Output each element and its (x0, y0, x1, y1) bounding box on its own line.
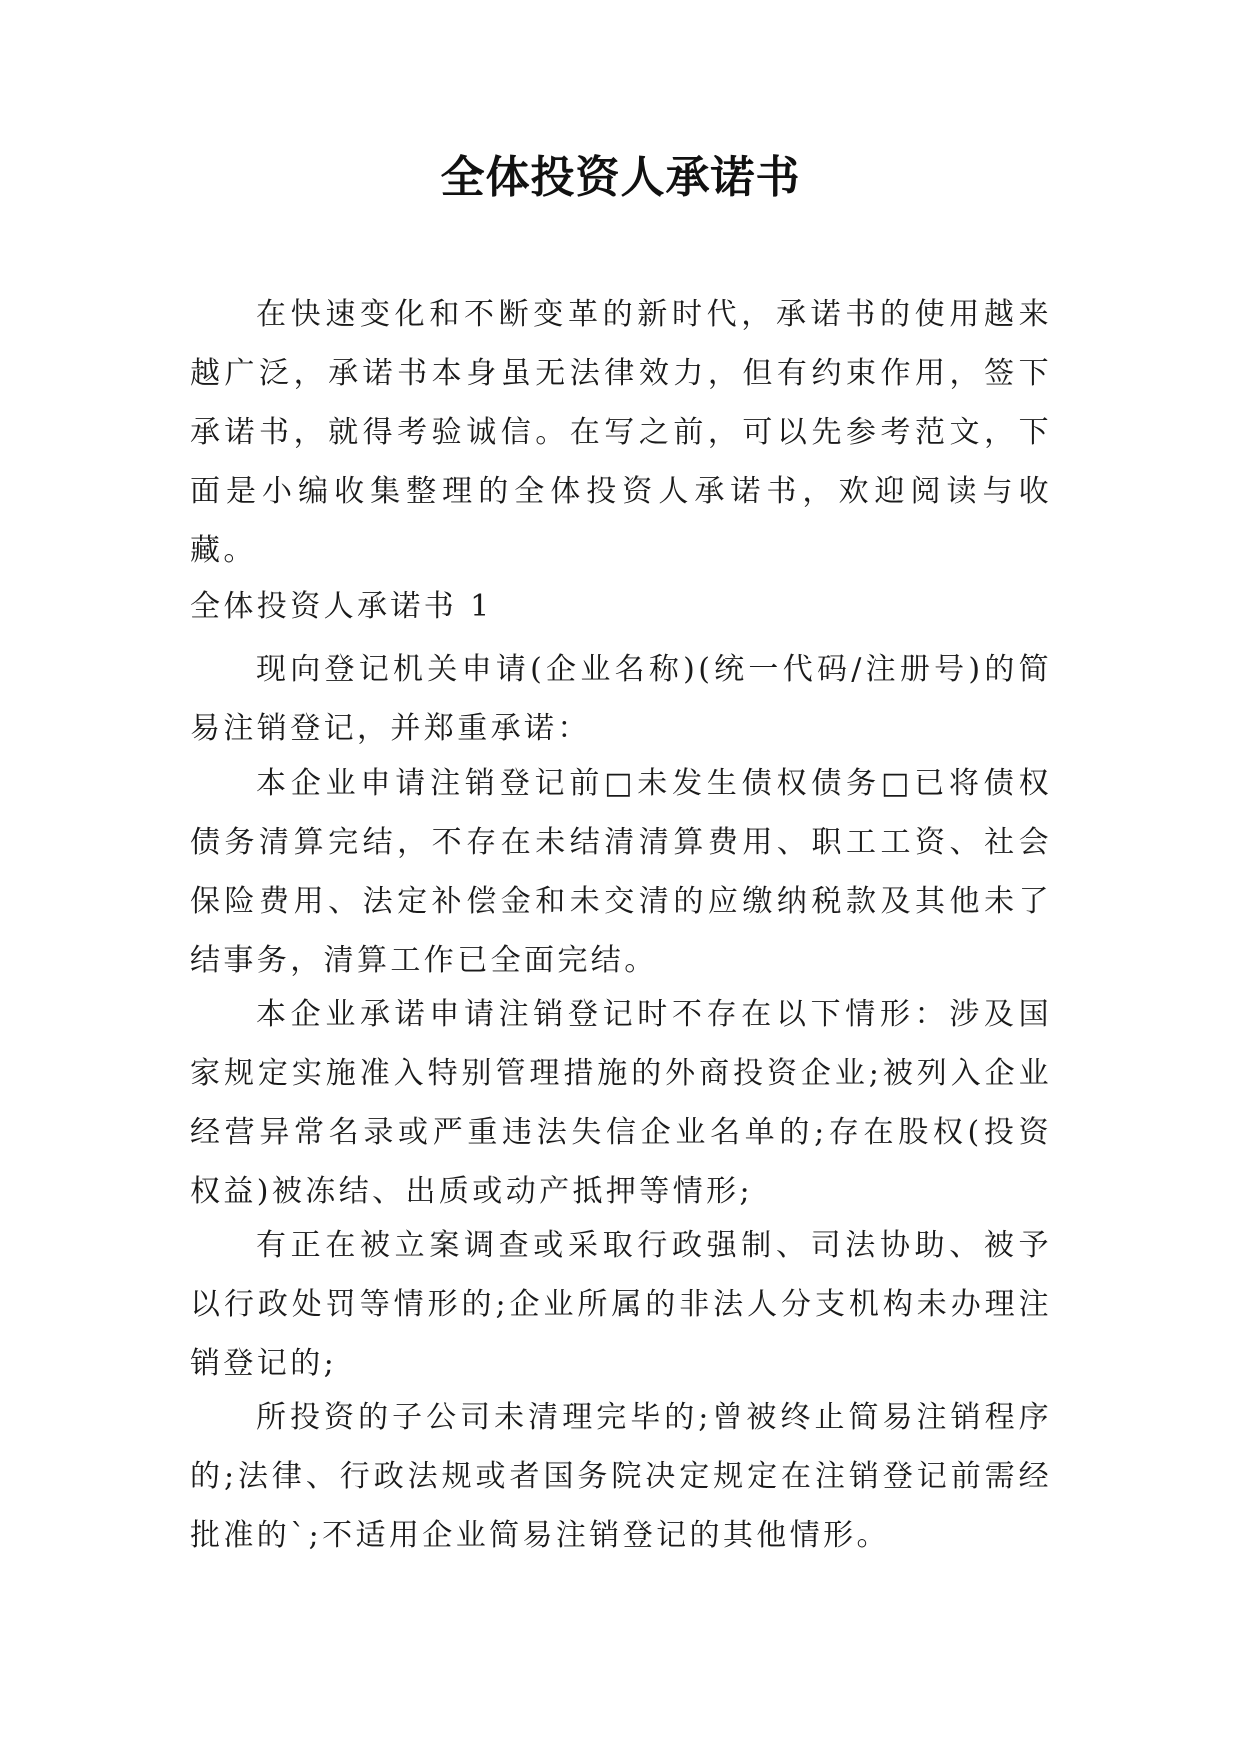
commitment-paragraph-5: 所投资的子公司未清理完毕的;曾被终止简易注销程序的;法律、行政法规或者国务院决定规定在注销登记前需经批准的`;不适用企业简易注销登记的其他情形。 (190, 1400, 1052, 1553)
commitment-paragraph-2: 本企业申请注销登记前□未发生债权债务□已将债权债务清算完结，不存在未结清清算费用、职工工资、社会保险费用、法定补偿金和未交清的应缴纳税款及其他未了结事务，清算工作已全面完结。 (190, 766, 1052, 978)
section-heading: 全体投资人承诺书 1 (190, 589, 493, 624)
document-title: 全体投资人承诺书 (440, 152, 801, 203)
commitment-paragraph-3: 本企业承诺申请注销登记时不存在以下情形：涉及国家规定实施准入特别管理措施的外商投资企业;被列入企业经营异常名录或严重违法失信企业名单的;存在股权(投资权益)被冻结、出质或动产抵押等情形; (190, 997, 1052, 1209)
commitment-paragraph-4: 有正在被立案调查或采取行政强制、司法协助、被予以行政处罚等情形的;企业所属的非法人分支机构未办理注销登记的; (190, 1228, 1052, 1381)
intro-paragraph: 在快速变化和不断变革的新时代，承诺书的使用越来越广泛，承诺书本身虽无法律效力，但有约束作用，签下承诺书，就得考验诚信。在写之前，可以先参考范文，下面是小编收集整理的全体投资人承诺书，欢迎阅读与收藏。 (190, 297, 1052, 568)
commitment-paragraph-1: 现向登记机关申请(企业名称)(统一代码/注册号)的简易注销登记，并郑重承诺： (190, 652, 1052, 746)
